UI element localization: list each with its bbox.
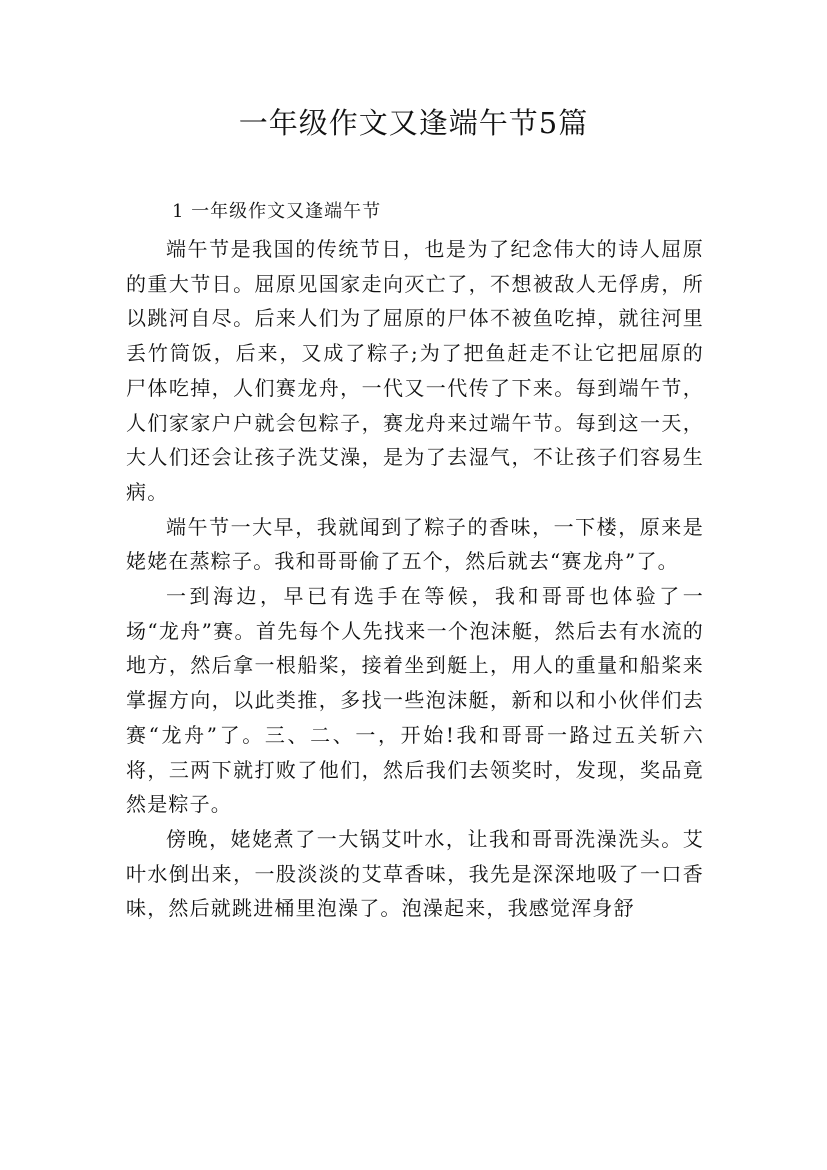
essay-body xyxy=(126,232,704,926)
document-title: 一年级作文又逢端午节5篇 xyxy=(238,106,589,140)
section-heading: 1 一年级作文又逢端午节 xyxy=(172,201,382,222)
paragraph-4: 傍晚，姥姥煮了一大锅艾叶水，让我和哥哥洗澡洗头。艾叶水倒出来，一股淡淡的艾草香味，我先是深深地吸了一口香味，然后就跳进桶里泡澡了。泡澡起来，我感觉浑身舒 xyxy=(126,826,704,921)
paragraph-1: 端午节是我国的传统节日，也是为了纪念伟大的诗人屈原的重大节日。屈原见国家走向灭亡了，不想被敌人无俘虏，所以跳河自尽。后来人们为了屈原的尸体不被鱼吃掉，就往河里丢竹筒饭，后来，又成了粽子;为了把鱼赶走不让它把屈原的尸体吃掉，人们赛龙舟，一代又一代传了下来。每到端午节，人们家家户户就会包粽子，赛龙舟来过端午节。每到这一天，大人们还会让孩子洗艾澡，是为了去湿气，不让孩子们容易生病。 xyxy=(126,237,704,504)
paragraph-3: 一到海边，早已有选手在等候，我和哥哥也体验了一场“龙舟”赛。首先每个人先找来一个泡沫艇，然后去有水流的地方，然后拿一根船桨，接着坐到艇上，用人的重量和船桨来掌握方向，以此类推，多找一些泡沫艇，新和以和小伙伴们去赛“龙舟”了。三、二、一，开始!我和哥哥一路过五关斩六将，三两下就打败了他们，然后我们去领奖时，发现，奖品竟然是粽子。 xyxy=(126,584,704,817)
paragraph-2: 端午节一大早，我就闻到了粽子的香味，一下楼，原来是姥姥在蒸粽子。我和哥哥偷了五个，然后就去“赛龙舟”了。 xyxy=(126,514,704,574)
